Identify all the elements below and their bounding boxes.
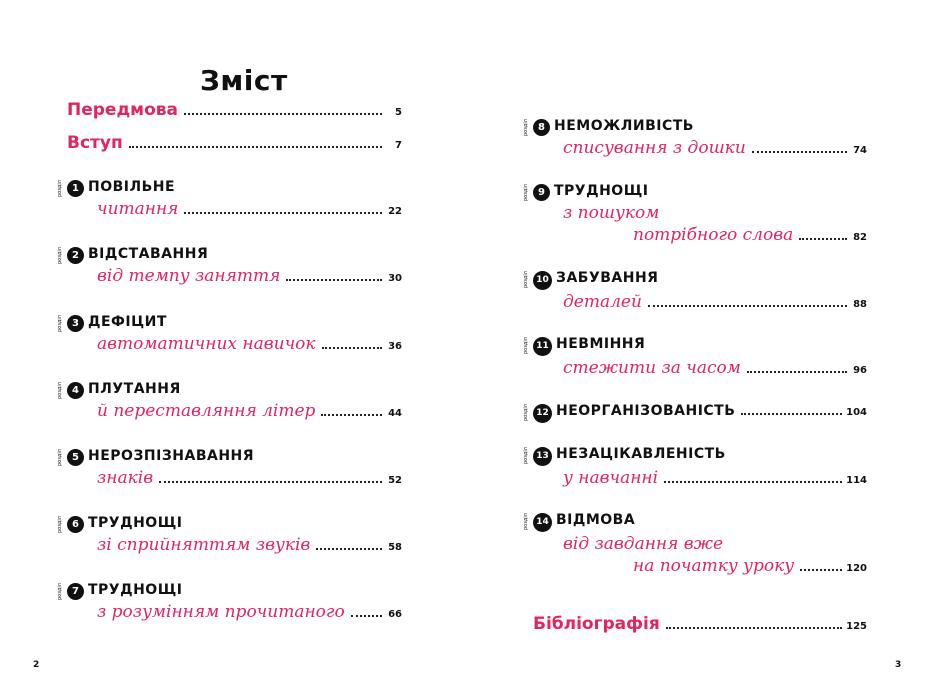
toc-entry-chapter[interactable] (523, 512, 867, 576)
chapter-tag: розділ (57, 449, 63, 466)
chapter-tag: розділ (523, 184, 529, 201)
chapter-subtitle: списування з дошки (563, 138, 746, 158)
chapter-number-badge: 6 (67, 516, 84, 533)
chapter-heading: НЕЗАЦІКАВЛЕНІСТЬ (556, 446, 726, 462)
chapter-heading: ТРУДНОЩІ (88, 515, 183, 531)
toc-entry-chapter[interactable] (523, 403, 867, 423)
toc-entry-chapter[interactable] (57, 515, 402, 555)
chapter-heading: ВІДМОВА (556, 512, 636, 528)
chapter-subtitle: на початку уроку (633, 555, 795, 576)
toc-entry-chapter[interactable] (523, 183, 867, 245)
chapter-subtitle: деталей (563, 291, 642, 312)
page-number: 88 (853, 298, 867, 310)
page-number: 104 (846, 407, 867, 418)
chapter-heading: ТРУДНОЩІ (554, 183, 649, 199)
chapter-number-badge: 5 (67, 449, 84, 466)
toc-entry-chapter[interactable] (523, 270, 867, 312)
chapter-subtitle: у навчанні (563, 467, 659, 488)
leader-dots (322, 347, 382, 349)
chapter-subtitle: стежити за часом (563, 357, 741, 378)
toc-entry-chapter[interactable] (57, 179, 402, 219)
chapter-subtitle: від темпу заняття (97, 266, 281, 286)
chapter-heading: НЕВМІННЯ (556, 336, 646, 352)
toc-entry-chapter[interactable] (57, 448, 402, 488)
chapter-number-badge: 4 (67, 382, 84, 399)
page-number: 74 (853, 145, 867, 156)
toc-label: Вступ (67, 133, 123, 153)
chapter-number-badge: 8 (533, 119, 550, 136)
page-number: 44 (388, 408, 402, 419)
chapter-tag: розділ (523, 119, 529, 136)
chapter-number-badge: 9 (533, 184, 550, 201)
folio-left: 2 (33, 660, 40, 670)
toc-entry-chapter[interactable] (57, 314, 402, 354)
leader-dots (664, 481, 842, 483)
chapter-number-badge: 14 (533, 513, 552, 532)
chapter-tag: розділ (57, 516, 63, 533)
chapter-subtitle: з пошуком (563, 203, 660, 223)
page-number: 96 (853, 364, 867, 376)
page-number: 120 (846, 562, 867, 574)
chapter-tag: розділ (57, 583, 63, 600)
toc-label: Передмова (67, 100, 178, 120)
toc-entry-chapter[interactable] (523, 336, 867, 378)
chapter-subtitle: з розумінням прочитаного (97, 602, 345, 622)
leader-dots (648, 305, 847, 307)
leader-dots (666, 627, 842, 629)
chapter-number-badge: 13 (533, 447, 552, 466)
page-number: 66 (388, 609, 402, 620)
toc-entry-preface[interactable] (67, 100, 402, 120)
toc-entry-bibliography[interactable] (533, 614, 867, 634)
page-number: 7 (395, 140, 402, 151)
chapter-subtitle: зі сприйняттям звуків (97, 535, 311, 555)
leader-dots (799, 238, 847, 240)
page-number: 114 (846, 474, 867, 486)
chapter-number-badge: 10 (533, 271, 552, 290)
chapter-tag: розділ (523, 447, 529, 464)
chapter-heading: НЕРОЗПІЗНАВАННЯ (88, 448, 255, 464)
chapter-tag: розділ (57, 315, 63, 332)
leader-dots (316, 548, 382, 550)
leader-dots (184, 113, 382, 115)
toc-entry-chapter[interactable] (523, 446, 867, 488)
folio-right: 3 (895, 660, 902, 670)
page-number: 30 (388, 273, 402, 284)
leader-dots (129, 146, 382, 148)
page-number: 82 (853, 232, 867, 243)
chapter-number-badge: 11 (533, 337, 552, 356)
chapter-subtitle: потрібного слова (633, 225, 794, 245)
chapter-heading: НЕМОЖЛИВІСТЬ (554, 118, 694, 134)
chapter-number-badge: 7 (67, 583, 84, 600)
chapter-subtitle: автоматичних навичок (97, 334, 316, 354)
chapter-subtitle: знаків (97, 468, 154, 488)
chapter-tag: розділ (57, 382, 63, 399)
leader-dots (752, 151, 847, 153)
page-title: Зміст (200, 64, 288, 97)
chapter-heading: ДЕФІЦИТ (88, 314, 167, 330)
toc-entry-chapter[interactable] (57, 246, 402, 286)
chapter-heading: ЗАБУВАННЯ (556, 270, 659, 286)
leader-dots (747, 371, 847, 373)
chapter-tag: розділ (523, 271, 529, 288)
toc-entry-chapter[interactable] (57, 381, 402, 421)
chapter-tag: розділ (523, 404, 529, 421)
chapter-subtitle: й переставляння літер (97, 401, 316, 421)
leader-dots (741, 413, 842, 415)
page-number: 58 (388, 542, 402, 553)
chapter-number-badge: 2 (67, 247, 84, 264)
chapter-heading: ПОВІЛЬНЕ (88, 179, 176, 195)
chapter-number-badge: 1 (67, 180, 84, 197)
chapter-tag: розділ (57, 180, 63, 197)
chapter-subtitle: читання (97, 199, 179, 219)
leader-dots (286, 279, 382, 281)
chapter-number-badge: 3 (67, 315, 84, 332)
page-number: 125 (846, 621, 867, 632)
chapter-heading: ВІДСТАВАННЯ (88, 246, 209, 262)
page-number: 5 (395, 107, 402, 118)
page-number: 36 (388, 341, 402, 352)
leader-dots (351, 615, 382, 617)
chapter-number-badge: 12 (533, 404, 552, 423)
leader-dots (321, 414, 382, 416)
leader-dots (800, 569, 842, 571)
chapter-tag: розділ (57, 247, 63, 264)
toc-entry-introduction[interactable] (67, 133, 402, 153)
leader-dots (184, 212, 382, 214)
toc-label: Бібліографія (533, 614, 660, 634)
chapter-heading: ПЛУТАННЯ (88, 381, 181, 397)
chapter-tag: розділ (523, 337, 529, 354)
toc-entry-chapter[interactable] (57, 582, 402, 622)
toc-entry-chapter[interactable] (523, 118, 867, 158)
chapter-subtitle: від завдання вже (563, 533, 724, 554)
chapter-heading: НЕОРГАНІЗОВАНІСТЬ (556, 403, 736, 419)
page-number: 52 (388, 475, 402, 486)
page-number: 22 (388, 206, 402, 217)
leader-dots (159, 481, 382, 483)
chapter-heading: ТРУДНОЩІ (88, 582, 183, 598)
chapter-tag: розділ (523, 513, 529, 530)
